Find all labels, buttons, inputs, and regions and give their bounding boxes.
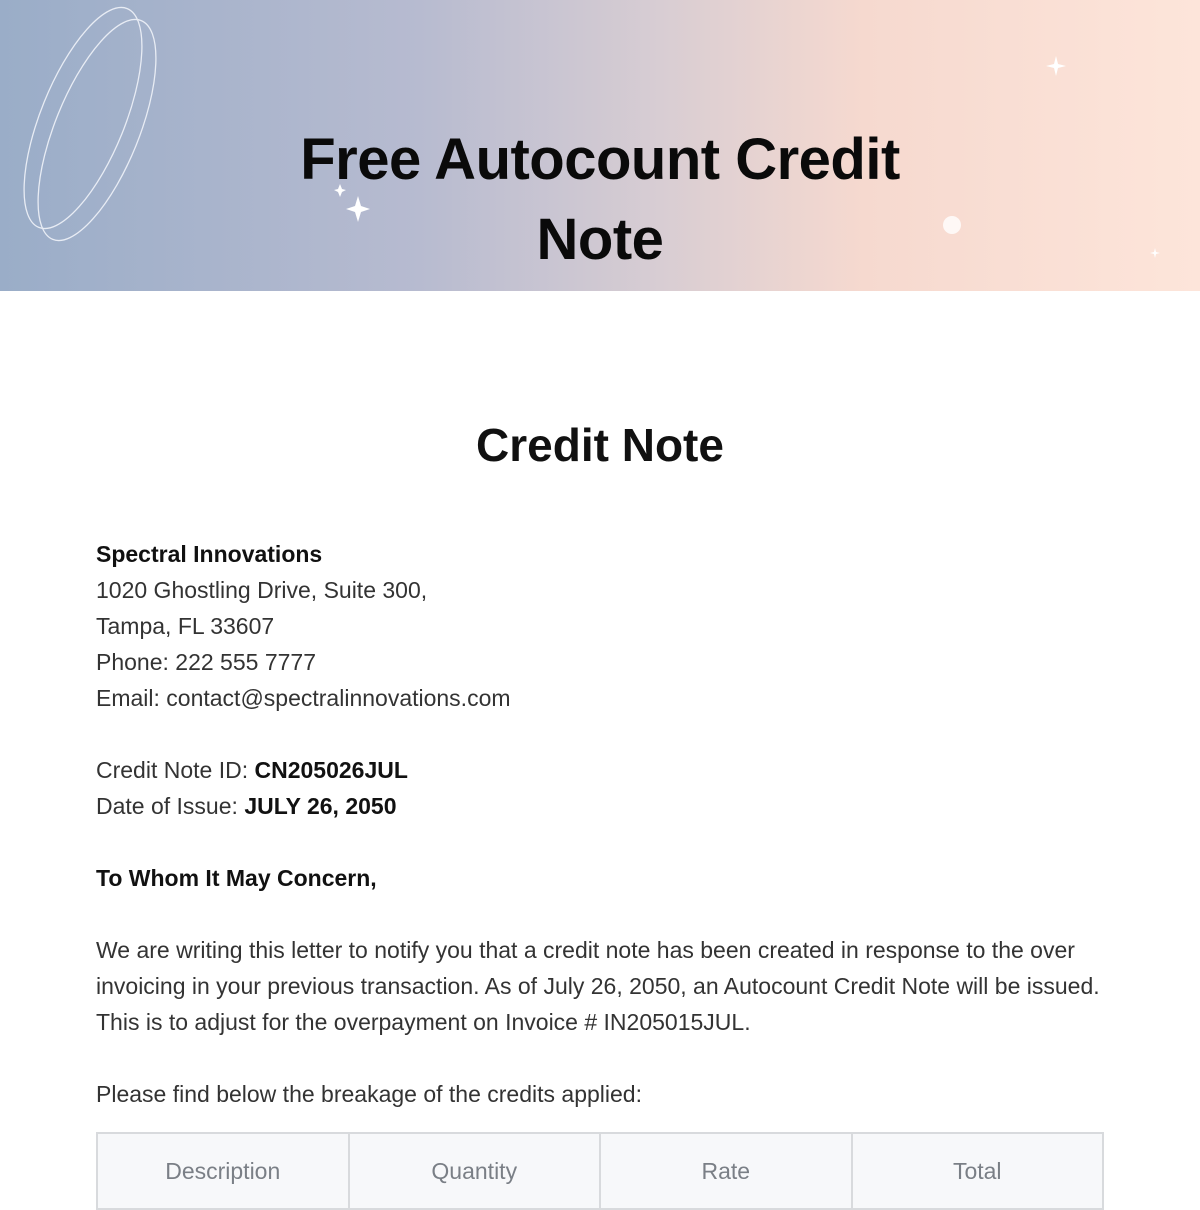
table-intro: Please find below the breakage of the credits applied:	[96, 1081, 642, 1107]
credits-table	[96, 1132, 1104, 1210]
header-description: Description	[97, 1133, 349, 1209]
credit-note-id-label: Credit Note ID:	[96, 757, 255, 783]
company-name: Spectral Innovations	[96, 541, 323, 567]
body-paragraph: We are writing this letter to notify you that a credit note has been created in response to the over invoicing in your previous transaction. As of July 26, 2050, an Autocount Credit Note will be issued. This is to adjust for the overpayment on Invoice # IN205015JUL.	[96, 937, 1100, 1035]
issue-date: JULY 26, 2050	[244, 793, 397, 819]
letter-body	[96, 536, 1106, 1112]
company-address-2: Tampa, FL 33607	[96, 613, 275, 639]
company-address-1: 1020 Ghostling Drive, Suite 300,	[96, 577, 428, 603]
header-rate: Rate	[600, 1133, 852, 1209]
credit-note-id: CN205026JUL	[254, 757, 408, 783]
header-banner	[0, 0, 1200, 291]
banner-title: Free Autocount Credit Note	[300, 127, 900, 272]
header-quantity: Quantity	[349, 1133, 601, 1209]
page-title: Credit Note	[476, 419, 724, 471]
greeting: To Whom It May Concern,	[96, 865, 377, 891]
header-total: Total	[852, 1133, 1104, 1209]
table-header-row	[97, 1133, 1103, 1209]
date-label: Date of Issue:	[96, 793, 245, 819]
company-email: Email: contact@spectralinnovations.com	[96, 685, 511, 711]
company-phone: Phone: 222 555 7777	[96, 649, 316, 675]
